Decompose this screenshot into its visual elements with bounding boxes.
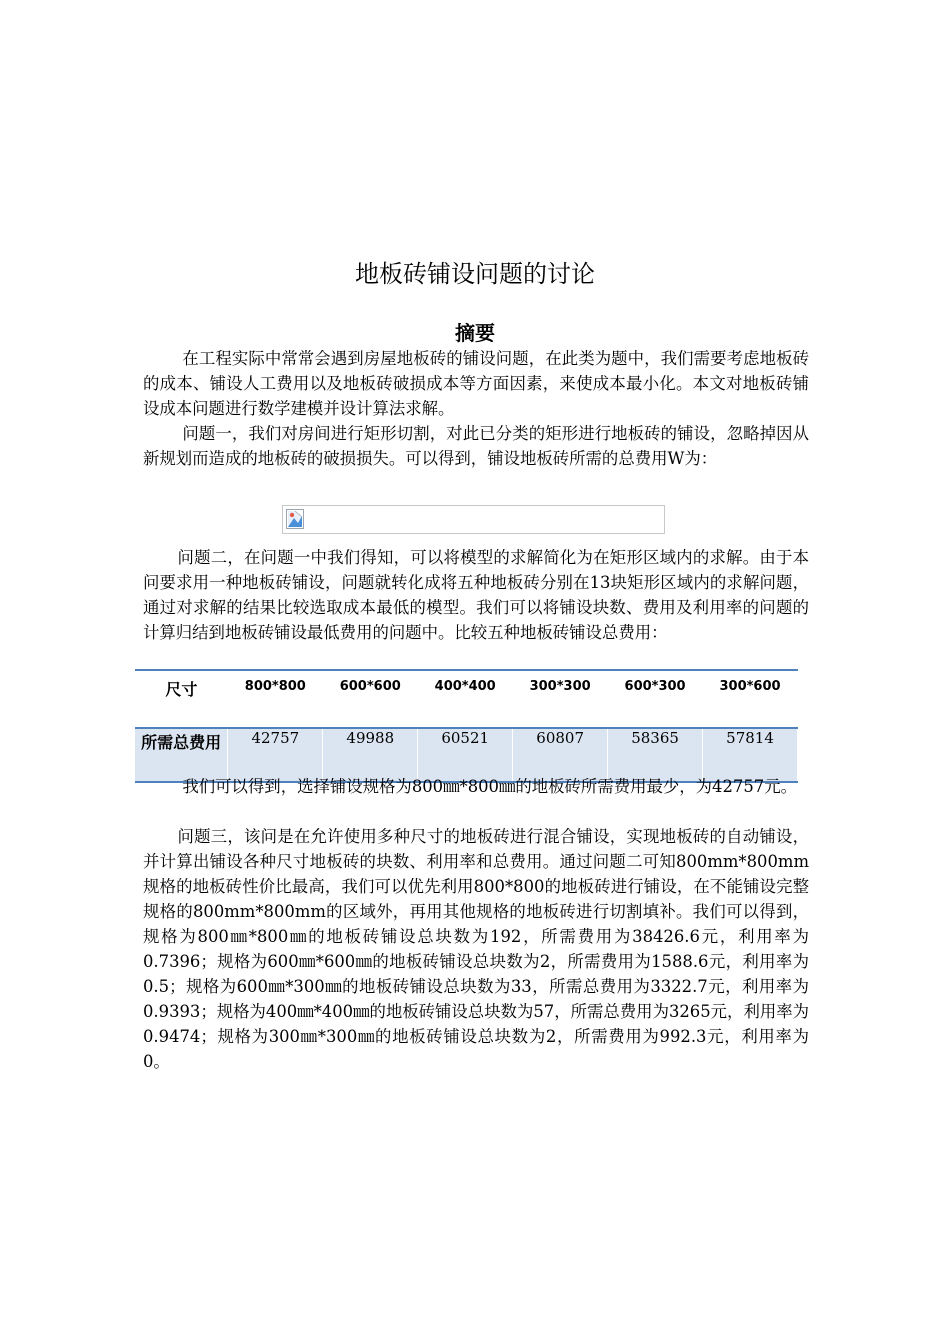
document-title: 地板砖铺设问题的讨论 bbox=[355, 260, 595, 288]
paragraph-result-text: 我们可以得到，选择铺设规格为800㎜*800㎜的地板砖所需费用最少，为42757元。 bbox=[182, 777, 797, 796]
size-header-label: 尺寸 bbox=[135, 670, 228, 728]
size-cell: 300*600 bbox=[703, 670, 798, 728]
paragraph-problem-three-text: 问题三，该问是在允许使用多种尺寸的地板砖进行混合铺设，实现地板砖的自动铺设，并计算出铺设各种尺寸地板砖的块数、利用率和总费用。通过问题二可知800mm*800mm规格的地板砖性价比最高，我们可以优先利用800*800的地板砖进行铺设，在不能铺设完整规格的800mm*800mm的区域外，再用其他规格的地板砖进行切割填补。我们可以得到，规格为800㎜*800㎜的地板砖铺设总块数为192，所需费用为38426.6元，利用率为0.7396；规格为600㎜*600㎜的地板砖铺设总块数为2，所需费用为1588.6元，利用率为0.5；规格为600㎜*300㎜的地板砖铺设总块数为33，所需总费用为3322.7元，利用率为0.9393；规格为400㎜*400㎜的地板砖铺设总块数为57，所需总费用为3265元，利用率为0.9474；规格为300㎜*300㎜的地板砖铺设总块数为2，所需费用为992.3元，利用率为0。 bbox=[143, 827, 810, 1071]
cost-cell: 60521 bbox=[418, 728, 513, 782]
paragraph-problem-two-text: 问题二，在问题一中我们得知，可以将模型的求解简化为在矩形区域内的求解。由于本问要求用一种地板砖铺设，问题就转化成将五种地板砖分别在13块矩形区域内的求解问题，通过对求解的结果比较选取成本最低的模型。我们可以将铺设块数、费用及利用率的问题的计算归结到地板砖铺设最低费用的问题中。比较五种地板砖铺设总费用： bbox=[143, 548, 809, 642]
paragraph-result bbox=[143, 774, 809, 799]
abstract-heading: 摘要 bbox=[455, 321, 495, 345]
table-header-row bbox=[135, 670, 798, 728]
paragraph-problem-one bbox=[143, 421, 809, 471]
size-cell: 600*600 bbox=[323, 670, 418, 728]
size-cell: 600*300 bbox=[608, 670, 703, 728]
size-cell: 300*300 bbox=[513, 670, 608, 728]
cost-cell: 60807 bbox=[513, 728, 608, 782]
cost-cell: 49988 bbox=[323, 728, 418, 782]
paragraph-problem-two bbox=[143, 545, 809, 645]
paragraph-intro-text: 在工程实际中常常会遇到房屋地板砖的铺设问题，在此类为题中，我们需要考虑地板砖的成本、铺设人工费用以及地板砖破损成本等方面因素，来使成本最小化。本文对地板砖铺设成本问题进行数学建模并设计算法求解。 bbox=[143, 349, 809, 418]
cost-cell: 42757 bbox=[228, 728, 323, 782]
cost-cell: 57814 bbox=[703, 728, 798, 782]
formula-image-placeholder bbox=[282, 505, 665, 534]
cost-comparison-table bbox=[135, 669, 798, 783]
paragraph-problem-one-text: 问题一，我们对房间进行矩形切割，对此已分类的矩形进行地板砖的铺设，忽略掉因从新规划而造成的地板砖的破损损失。可以得到，铺设地板砖所需的总费用W为： bbox=[143, 424, 809, 468]
broken-image-icon bbox=[286, 509, 304, 529]
paragraph-intro bbox=[143, 346, 809, 421]
cost-cell: 58365 bbox=[608, 728, 703, 782]
paragraph-problem-three bbox=[143, 824, 809, 1074]
size-cell: 800*800 bbox=[228, 670, 323, 728]
cost-row-label: 所需总费用 bbox=[135, 728, 228, 782]
size-cell: 400*400 bbox=[418, 670, 513, 728]
